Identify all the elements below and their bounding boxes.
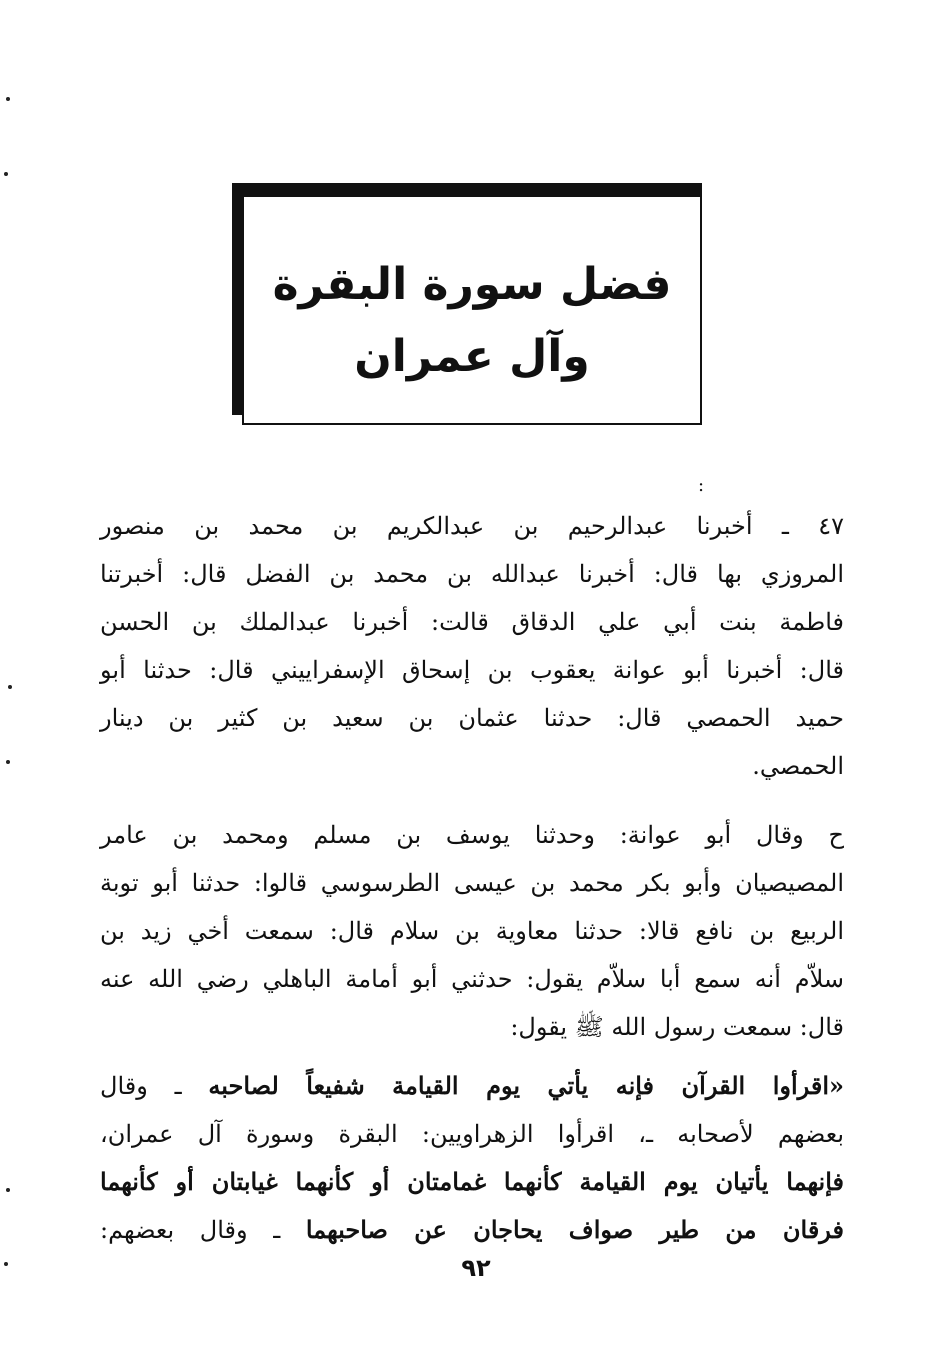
text-line: المروزي بها قال: أخبرنا عبدالله بن محمد بن الفضل قال: أخبرتنا <box>100 560 844 588</box>
title-box-shadow <box>232 183 702 195</box>
text-line <box>100 1206 844 1254</box>
hadith-bold-text: «اقرأوا القرآن فإنه يأتي يوم القيامة شفيعاً لصاحبه <box>208 1071 845 1100</box>
chapter-title-line-1: فضل سورة البقرة <box>272 259 672 310</box>
chapter-title-box <box>242 195 702 425</box>
chapter-title <box>244 249 700 393</box>
second-chain-paragraph <box>100 811 844 1051</box>
text-line: بعضهم لأصحابه ـ، اقرأوا الزهراويين: البقرة وسورة آل عمران، <box>100 1120 844 1148</box>
text-line: حميد الحمصي قال: حدثنا عثمان بن سعيد بن كثير بن دينار <box>100 704 844 732</box>
scan-speck <box>8 685 12 689</box>
text-line: سلاّم أنه سمع أبا سلاّم يقول: حدثني أبو أمامة الباهلي رضي الله عنه <box>100 965 844 993</box>
text-line: ح وقال أبو عوانة: وحدثنا يوسف بن مسلم ومحمد بن عامر <box>100 821 844 849</box>
hadith-isnad-paragraph <box>100 502 844 790</box>
scan-speck <box>6 97 10 101</box>
text-line: قال: سمعت رسول الله ﷺ يقول: <box>510 1013 844 1041</box>
chapter-title-line-2: وآل عمران <box>354 331 590 382</box>
page-number: ٩٢ <box>461 1254 491 1282</box>
text-line: الربيع بن نافع قالا: حدثنا معاوية بن سلام قال: سمعت أخي زيد بن <box>100 917 844 945</box>
text-line: الحمصي. <box>752 752 844 780</box>
scan-speck <box>6 1188 10 1192</box>
scan-speck <box>4 172 8 176</box>
colon-mark: : <box>698 475 705 496</box>
text-line: فاطمة بنت أبي علي الدقاق قالت: أخبرنا عبدالملك بن الحسن <box>100 608 844 636</box>
hadith-bold-text: فرقان من طير صواف يحاجان عن صاحبهما <box>305 1215 845 1244</box>
scan-speck <box>6 760 10 764</box>
hadith-text-paragraph <box>100 1062 844 1254</box>
text-line: فإنهما يأتيان يوم القيامة كأنهما غمامتان أو كأنهما غيابتان أو كأنهما <box>100 1167 844 1196</box>
text-line: ٤٧ ـ أخبرنا عبدالرحيم بن عبدالكريم بن محمد بن منصور <box>100 512 844 540</box>
text-line <box>100 1062 844 1110</box>
narrator-note: ـ وقال <box>100 1072 209 1100</box>
narrator-note: ـ وقال بعضهم: <box>100 1216 306 1244</box>
text-line: المصيصيان وأبو بكر محمد بن عيسى الطرسوسي قالوا: حدثنا أبو توبة <box>100 869 844 897</box>
text-line: قال: أخبرنا أبو عوانة يعقوب بن إسحاق الإسفراييني قال: حدثنا أبو <box>100 656 844 684</box>
